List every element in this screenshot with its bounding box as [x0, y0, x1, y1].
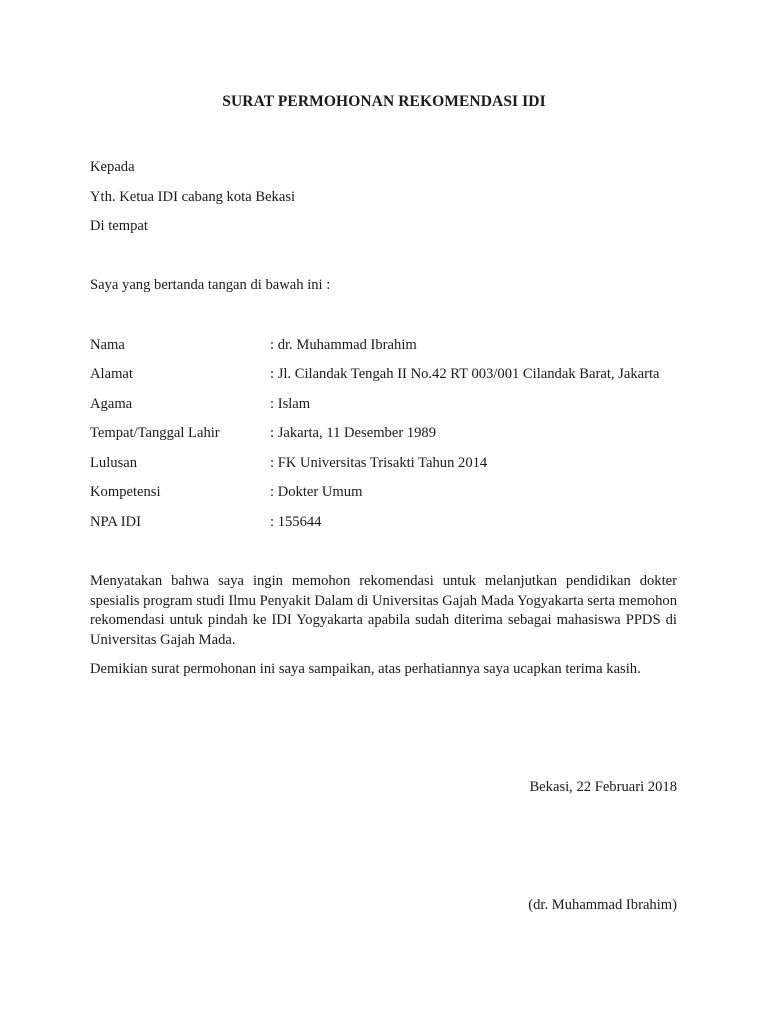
- field-value: : Jakarta, 11 Desember 1989: [270, 425, 437, 441]
- field-value: : Jl. Cilandak Tengah II No.42 RT 003/001 Cilandak Barat, Jakarta: [270, 366, 660, 382]
- closing-text: Demikian surat permohonan ini saya sampaikan, atas perhatiannya saya ucapkan terima kasih.: [90, 661, 641, 677]
- letter-title: SURAT PERMOHONAN REKOMENDASI IDI: [222, 93, 546, 110]
- place-date: Bekasi, 22 Februari 2018: [529, 779, 677, 795]
- field-label: Lulusan: [90, 455, 138, 471]
- recipient-line-3: Di tempat: [90, 218, 148, 234]
- field-value: : Dokter Umum: [270, 484, 363, 500]
- field-label: Alamat: [90, 366, 133, 382]
- field-label: Nama: [90, 337, 125, 353]
- recipient-line-1: Kepada: [90, 159, 135, 175]
- body-paragraph: Menyatakan bahwa saya ingin memohon rekomendasi untuk melanjutkan pendidikan dokter spesialis program studi Ilmu Penyakit Dalam di Universitas Gajah Mada Yogyakarta serta memohon rekomendasi untuk pindah ke IDI Yogyakarta apabila sudah diterima sebagai mahasiswa PPDS di Universitas Gajah Mada.: [90, 573, 677, 648]
- field-label: Tempat/Tanggal Lahir: [90, 425, 220, 441]
- field-label: NPA IDI: [90, 514, 141, 530]
- field-value: : Islam: [270, 396, 311, 412]
- field-label: Agama: [90, 396, 133, 412]
- recipient-line-2: Yth. Ketua IDI cabang kota Bekasi: [90, 189, 296, 205]
- signature-name: (dr. Muhammad Ibrahim): [528, 897, 677, 913]
- field-value: : FK Universitas Trisakti Tahun 2014: [270, 455, 488, 471]
- intro-text: Saya yang bertanda tangan di bawah ini :: [90, 277, 331, 293]
- field-value: : dr. Muhammad Ibrahim: [270, 337, 417, 353]
- field-value: : 155644: [270, 514, 322, 530]
- field-label: Kompetensi: [90, 484, 161, 500]
